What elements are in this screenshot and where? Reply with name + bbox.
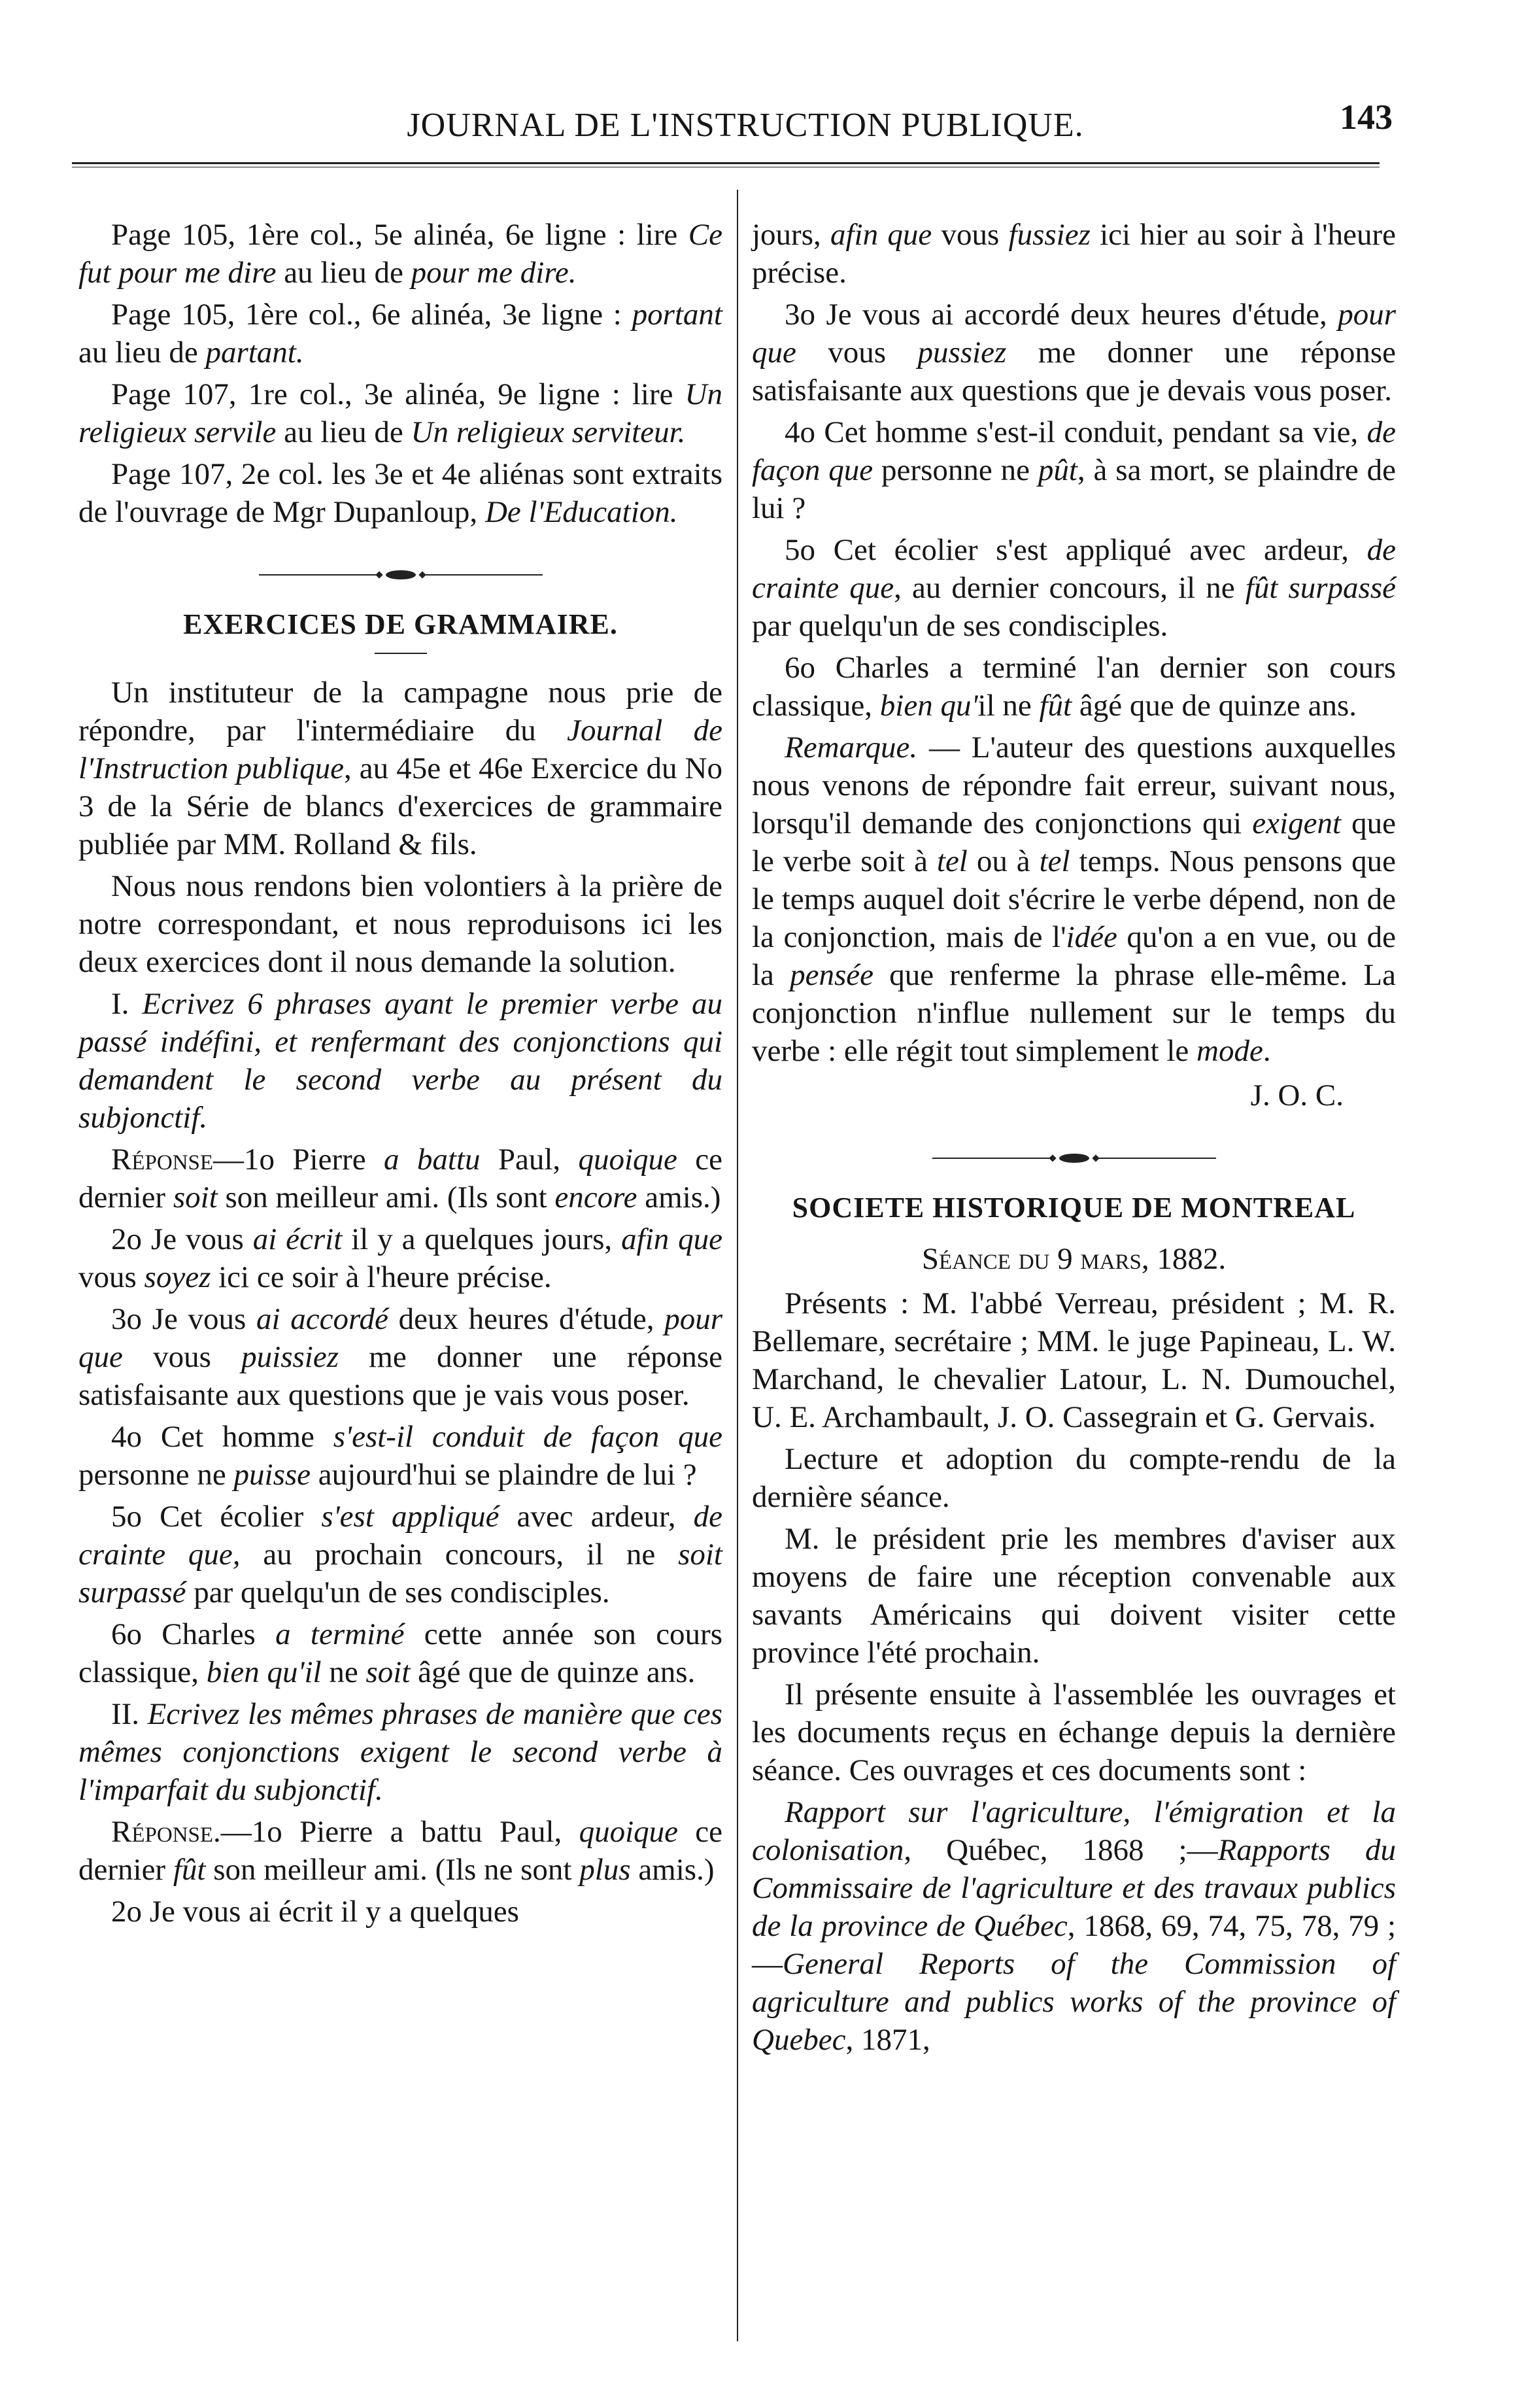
intro-paragraph-2: Nous nous rendons bien volontiers à la prière de notre correspondant, et nous reproduisons ici les deux exercices dont il nous demande la solution. <box>78 869 722 979</box>
erratum-2: Page 105, 1ère col., 6e alinéa, 3e ligne : portant au lieu de partant. <box>78 298 722 370</box>
ornament-divider <box>78 570 722 579</box>
page-number: 143 <box>1340 97 1393 137</box>
president-paragraph: M. le président prie les membres d'aviser aux moyens de faire une réception convenable aux savants Américains qui doivent visiter cette province l'été prochain. <box>752 1522 1396 1670</box>
answer-1-4: 4o Cet homme s'est-il conduit de façon que personne ne puisse aujourd'hui se plaindre de lui ? <box>78 1420 723 1492</box>
answer-2-3: 3o Je vous ai accordé deux heures d'étude, pour que vous pussiez me donner une réponse satisfaisante aux questions que je devais vous poser. <box>752 298 1396 407</box>
section-heading-societe: SOCIETE HISTORIQUE DE MONTREAL <box>792 1192 1356 1224</box>
answer-2-2-cont: jours, afin que vous fussiez ici hier au soir à l'heure précise. <box>752 218 1397 290</box>
answer-1-5: 5o Cet écolier s'est appliqué avec ardeur, de crainte que, au prochain concours, il ne soit surpassé par quelqu'un de ses condisciples. <box>78 1500 722 1609</box>
answer-1-1: Réponse—1o Pierre a battu Paul, quoique ce dernier soit son meilleur ami. (Ils sont encore amis.) <box>78 1143 722 1214</box>
answer-2-5: 5o Cet écolier s'est appliqué avec ardeur, de crainte que, au dernier concours, il ne fût surpassé par quelqu'un de ses condisciples. <box>752 533 1397 643</box>
page-header <box>72 85 1393 177</box>
column-divider <box>737 190 738 2341</box>
answer-2-6: 6o Charles a terminé l'an dernier son cours classique, bien qu'il ne fût âgé que de quinze ans. <box>752 651 1396 723</box>
ornament-divider-2 <box>752 1154 1396 1163</box>
seance-date: Séance du 9 mars, 1882. <box>921 1242 1227 1276</box>
header-rule <box>72 162 1380 167</box>
intro-paragraph-1: Un instituteur de la campagne nous prie de répondre, par l'intermédiaire du Journal de l'Instruction publique, au 45e et 46e Exercice du No 3 de la Série de blancs d'exercices de grammaire publiée par MM. Rolland & fils. <box>78 676 722 861</box>
erratum-4: Page 107, 2e col. les 3e et 4e aliénas sont extraits de l'ouvrage de Mgr Dupanloup, De l'Education. <box>78 457 722 529</box>
presents-paragraph: Présents : M. l'abbé Verreau, président ; M. R. Bellemare, secrétaire ; MM. le juge Papineau, L. W. Marchand, le chevalier Latour, L. N. Dumouchel, U. E. Archambault, J. O. Cassegrain et G. Gervais. <box>752 1286 1396 1434</box>
exercise-2-statement: II. Ecrivez les mêmes phrases de manière que ces mêmes conjonctions exigent le second verbe à l'imparfait du subjonctif. <box>78 1697 722 1807</box>
answer-2-4: 4o Cet homme s'est-il conduit, pendant sa vie, de façon que personne ne pût, à sa mort, se plaindre de lui ? <box>752 415 1397 525</box>
exercise-1-statement: I. Ecrivez 6 phrases ayant le premier verbe au passé indéfini, et renfermant des conjonctions qui demandent le second verbe au présent du subjonctif. <box>78 987 722 1135</box>
section-heading-grammaire: EXERCICES DE GRAMMAIRE. <box>183 608 618 640</box>
left-column <box>78 216 722 1935</box>
short-rule <box>375 653 427 654</box>
answer-2-2-start: 2o Je vous ai écrit il y a quelques <box>111 1895 519 1929</box>
answer-1-3: 3o Je vous ai accordé deux heures d'étude, pour que vous puissiez me donner une réponse satisfaisante aux questions que je vais vous poser. <box>78 1302 723 1412</box>
right-column <box>752 216 1396 2063</box>
signature: J. O. C. <box>1250 1078 1344 1112</box>
erratum-3: Page 107, 1re col., 3e alinéa, 9e ligne : lire Un religieux servile au lieu de Un religieux serviteur. <box>78 377 722 449</box>
remarque-paragraph: Remarque. — L'auteur des questions auxquelles nous venons de répondre fait erreur, suivant nous, lorsqu'il demande des conjonctions qui exigent que le verbe soit à tel ou à tel temps. Nous pensons que le temps auquel doit s'écrire le verbe dépend, non de la conjonction, mais de l'idée qu'on a en vue, ou de la pensée que renferme la phrase elle-même. La conjonction n'influe nullement sur le temps du verbe : elle régit tout simplement le mode. <box>752 731 1397 1068</box>
answer-1-6: 6o Charles a terminé cette année son cours classique, bien qu'il ne soit âgé que de quinze ans. <box>78 1617 722 1689</box>
presente-paragraph: Il présente ensuite à l'assemblée les ouvrages et les documents reçus en échange depuis la dernière séance. Ces ouvrages et ces documents sont : <box>752 1677 1396 1787</box>
answer-1-2: 2o Je vous ai écrit il y a quelques jours, afin que vous soyez ici ce soir à l'heure précise. <box>78 1222 722 1294</box>
rapport-paragraph: Rapport sur l'agriculture, l'émigration et la colonisation, Québec, 1868 ;—Rapports du Commissaire de l'agriculture et des travaux publics de la province de Québec, 1868, 69, 74, 75, 78, 79 ;—General Reports of the Commission of agriculture and publics works of the province of Quebec, 1871, <box>752 1795 1396 2057</box>
erratum-1: Page 105, 1ère col., 5e alinéa, 6e ligne : lire Ce fut pour me dire au lieu de pour me dire. <box>78 218 722 290</box>
answer-2-1: Réponse.—1o Pierre a battu Paul, quoique ce dernier fût son meilleur ami. (Ils ne sont plus amis.) <box>78 1815 722 1887</box>
running-title: JOURNAL DE L'INSTRUCTION PUBLIQUE. <box>407 107 1084 144</box>
lecture-paragraph: Lecture et adoption du compte-rendu de la dernière séance. <box>752 1442 1396 1514</box>
